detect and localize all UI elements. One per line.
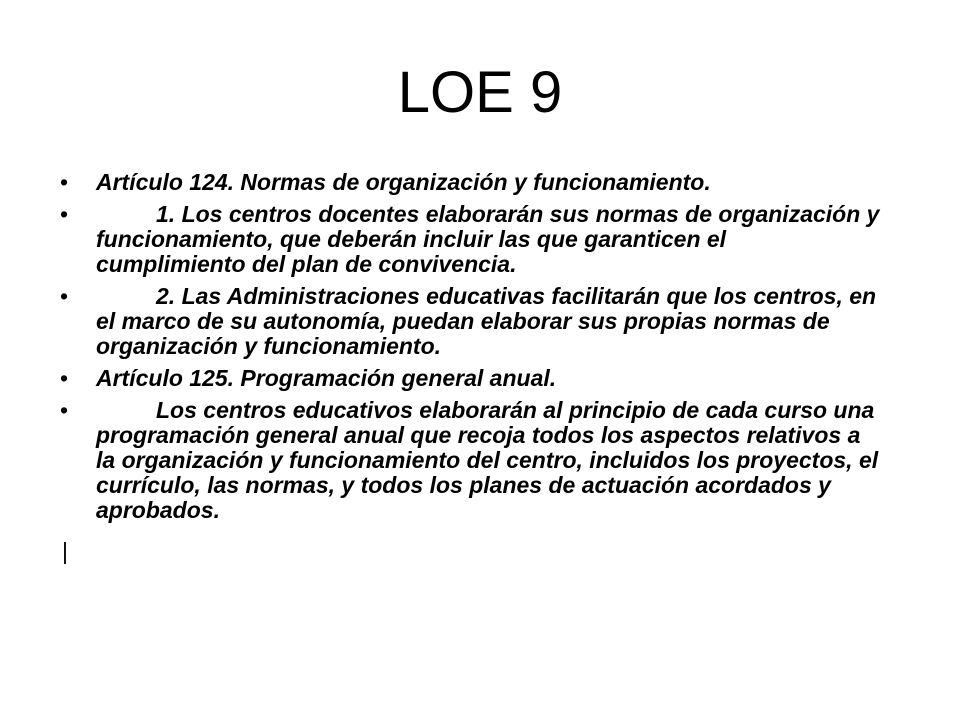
- bullet-marker: •: [60, 201, 69, 227]
- bullet-text: 1. Los centros docentes elaborarán sus normas de organización y funcionamiento, que deberán incluir las que garanticen el cumplimiento del plan de convivencia.: [96, 201, 880, 277]
- bullet-text: 2. Las Administraciones educativas facilitarán que los centros, en el marco de su autonomía, puedan elaborar sus propias normas de organización y funcionamiento.: [96, 283, 877, 359]
- bullet-item-articulo-125: [60, 366, 880, 391]
- bullet-text: Artículo 124. Normas de organización y funcionamiento.: [96, 169, 711, 195]
- text-cursor-mark: |: [62, 538, 68, 564]
- bullet-text: Artículo 125. Programación general anual.: [96, 365, 557, 391]
- bullet-marker: •: [60, 397, 69, 423]
- bullet-list: [60, 170, 880, 530]
- bullet-item-124-2: [60, 284, 880, 359]
- bullet-text: Los centros educativos elaborarán al principio de cada curso una programación general anual que recoja todos los aspectos relativos a la organización y funcionamiento del centro, incluidos los proyectos, el currículo, las normas, y todos los planes de actuación acordados y aprobados.: [96, 397, 879, 523]
- bullet-item-124-1: [60, 202, 880, 277]
- bullet-marker: •: [60, 169, 69, 195]
- bullet-item-articulo-124: [60, 170, 880, 195]
- slide-title: LOE 9: [397, 60, 563, 125]
- bullet-marker: •: [60, 365, 69, 391]
- bullet-marker: •: [60, 283, 69, 309]
- bullet-item-125-text: [60, 398, 880, 523]
